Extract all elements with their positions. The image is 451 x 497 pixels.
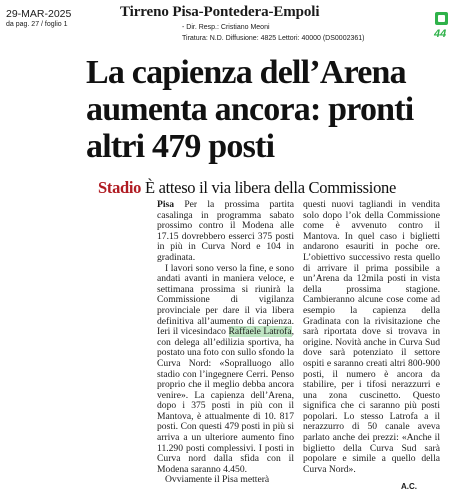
paragraph-text: , con delega all’edilizia sportiva, ha postato una foto con sullo sfondo la Curva Nord: «Sopralluogo allo stadio con l’ingegnere Cerri. Penso proprio che il meglio debba ancora venire». La capienza dell’Arena, dopo i 375 posti in più con il Mantova, è attualmente di 10. 817 posti. Con questi 479 posti in più si arriva a un ulteriore aumento fino 11.290 posti complessivi. I posti in Curva nord dalla sfida con il Modena saranno 4.450.	[157, 326, 294, 475]
subheadline	[98, 178, 396, 198]
article-column-2	[303, 200, 440, 475]
issue-date: 29-MAR-2025	[6, 8, 72, 20]
article-headline: La capienza dell’Arena aumenta ancora: pronti altri 479 posti	[86, 54, 414, 165]
page-number: 44	[434, 28, 447, 40]
page-info: da pag. 27 / foglio 1	[6, 21, 68, 28]
paragraph	[157, 264, 294, 476]
highlighted-name: Raffaele Latrofa	[228, 326, 292, 338]
subheadline-text: È atteso il via libera della Commissione	[144, 178, 396, 197]
paragraph	[157, 200, 294, 264]
circulation-line: Tiratura: N.D. Diffusione: 4825 Lettori: 40000 (DS0002361)	[182, 35, 365, 42]
paragraph-text: Per la prossima partita casalinga in programma sabato prossimo contro il Modena alle 17.15 dovrebbero esserci 375 posti in più in Curva Nord e 104 in gradinata.	[157, 199, 294, 263]
director-line: - Dir. Resp.: Cristiano Meoni	[182, 24, 270, 31]
kicker-label: Stadio	[98, 178, 142, 197]
paragraph: Ovviamente il Pisa metterà	[165, 474, 270, 486]
article-column-1	[157, 200, 294, 486]
author-signature: A.C.	[401, 482, 417, 491]
publication-title: Tirreno Pisa-Pontedera-Empoli	[120, 4, 320, 20]
paragraph: questi nuovi tagliandi in vendita solo dopo l’ok della Commissione come è avvenuto contro il Mantova. In quel caso i biglietti andarono esauriti in poche ore. L’obiettivo successivo resta quello di arrivare il prima possibile a un’Arena da 12mila posti in vista della prossima stagione. Cambieranno alcune cose come ad esempio la capienza della Gradinata con la rivisitazione che sarà riportata dove si trovava in origine. Novità anche in Curva Sud dove sarà potenziato il settore ospiti e saranno creati altri 800-900 posti, il numero è ancora da stabilire, per i tifosi nerazzurri e una zona cuscinetto. Questo significa che ci saranno più posti popolari. Lo stesso Latrofa a il nerazzurro di 50 canale aveva parlato anche dei prezzi: «Anche il biglietto della Curva Sud sarà popolare e simile a quello della Curva Nord».	[303, 199, 440, 475]
publisher-logo-icon	[435, 12, 448, 25]
paragraph-text: I lavori sono verso la fine, e sono andati avanti in maniera veloce, e settimana prossima si riunirà la Commissione di vigilanza provinciale per dare il via libera definitiva all’aumento di capienza. Ieri il vicesindaco	[157, 262, 294, 338]
dateline: Pisa	[157, 199, 175, 210]
